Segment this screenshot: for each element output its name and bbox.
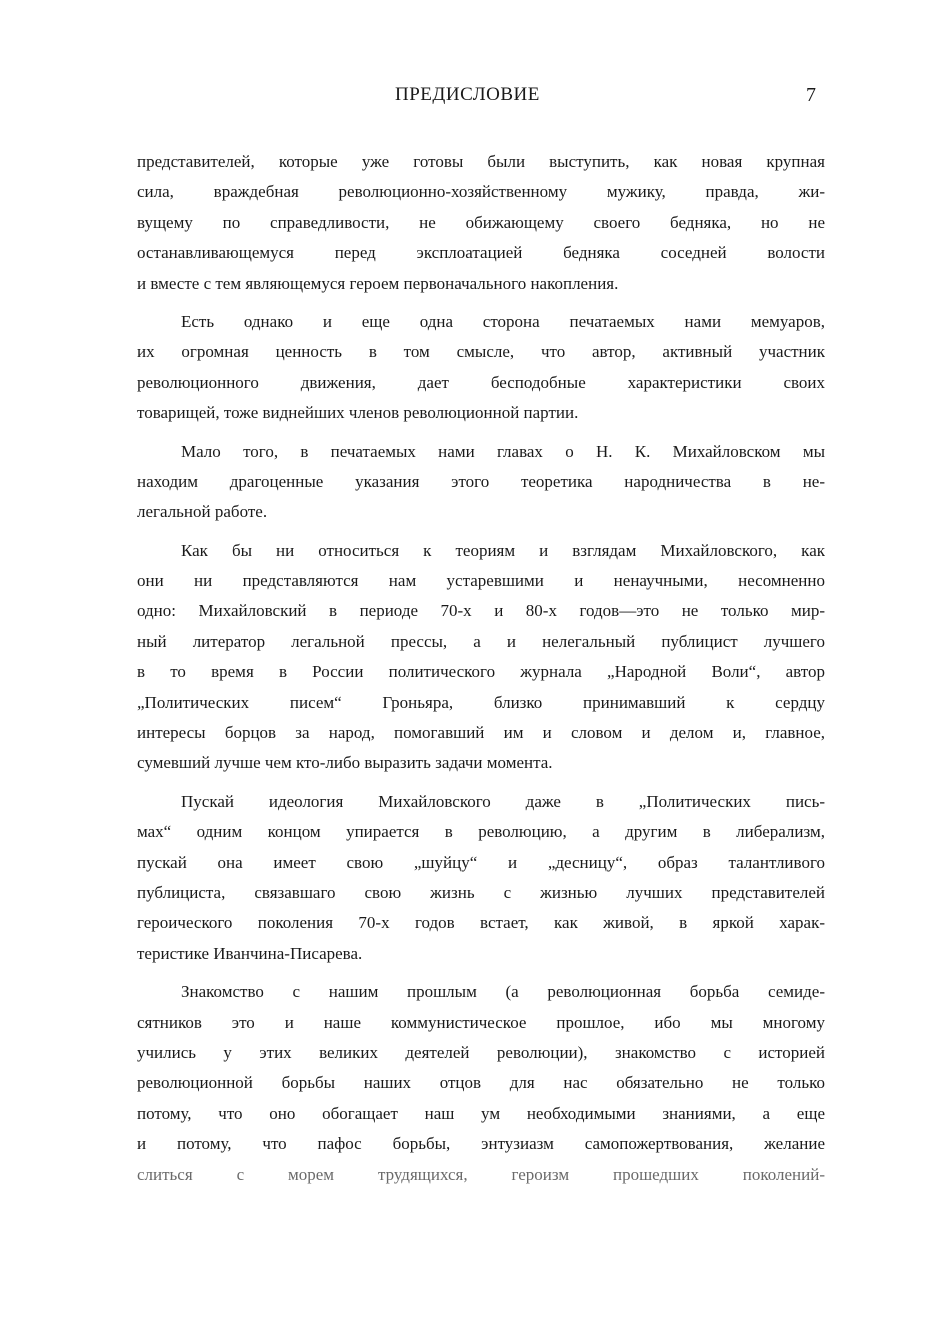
running-title: ПРЕДИСЛОВИЕ [395, 84, 540, 105]
paragraph-5 [137, 787, 825, 969]
text-line: находим драгоценные указания этого теоретика народничества в не- [137, 471, 825, 491]
text-line: публициста, связавшаго свою жизнь с жизнью лучших представителей [137, 882, 825, 902]
text-line: сила, враждебная революционно-хозяйственному мужику, правда, жи- [137, 182, 825, 202]
text-line: вущему по справедливости, не обижающему своего бедняка, но не [137, 212, 825, 232]
text-line: сятников это и наше коммунистическое прошлое, ибо мы многому [137, 1012, 825, 1032]
page-number: 7 [806, 84, 816, 106]
text-line: мах“ одним концом упирается в революцию, а другим в либерализм, [137, 822, 825, 842]
body-text [137, 147, 825, 1190]
text-line: их огромная ценность в том смысле, что автор, активный участник [137, 342, 825, 362]
paragraph-6 [137, 977, 825, 1190]
text-line: ный литератор легальной прессы, а и нелегальный публицист лучшего [137, 631, 825, 651]
text-line: Пускай идеология Михайловского даже в „Политических пись- [181, 791, 825, 811]
text-line: революционной борьбы наших отцов для нас обязательно не только [137, 1073, 825, 1093]
text-line: Мало того, в печатаемых нами главах о Н. К. Михайловском мы [181, 441, 825, 461]
text-line: „Политических писем“ Гроньяра, близко принимавший к сердцу [137, 692, 825, 712]
text-line: потому, что оно обогащает наш ум необходимыми знаниями, а еще [137, 1103, 825, 1123]
text-line: теристике Иванчина-Писарева. [137, 943, 363, 963]
text-line: Как бы ни относиться к теориям и взглядам Михайловского, как [181, 540, 825, 560]
paragraph-4 [137, 536, 825, 779]
text-line: останавливающемуся перед эксплоатацией бедняка соседней волости [137, 243, 825, 263]
text-line: Знакомство с нашим прошлым (а революционная борьба семиде- [181, 982, 825, 1002]
text-line: слиться с морем трудящихся, героизм прошедших поколений- [137, 1164, 825, 1184]
text-line: интересы борцов за народ, помогавший им и словом и делом и, главное, [137, 723, 825, 743]
text-line: и потому, что пафос борьбы, энтузиазм самопожертвования, желание [137, 1134, 825, 1154]
text-line: Есть однако и еще одна сторона печатаемых нами мемуаров, [181, 311, 825, 331]
text-line: сумевший лучше чем кто-либо выразить задачи момента. [137, 753, 553, 773]
text-line: и вместе с тем являющемуся героем первоначального накопления. [137, 273, 619, 293]
text-line: учились у этих великих деятелей революции), знакомство с историей [137, 1042, 825, 1062]
paragraph-2 [137, 307, 825, 429]
running-head [0, 84, 936, 114]
text-line: в то время в России политического журнала „Народной Воли“, автор [137, 662, 825, 682]
text-line: революционного движения, дает бесподобные характеристики своих [137, 372, 825, 392]
paragraph-3 [137, 437, 825, 528]
text-line: они ни представляются нам устаревшими и ненаучными, несомненно [137, 571, 825, 591]
text-line: представителей, которые уже готовы были выступить, как новая крупная [137, 152, 825, 171]
text-line: легальной работе. [137, 502, 268, 522]
text-line: одно: Михайловский в периоде 70-х и 80-х годов—это не только мир- [137, 601, 825, 621]
text-line: пускай она имеет свою „шуйцу“ и „десницу“, образ талантливого [137, 852, 825, 872]
paragraph-1 [137, 147, 825, 299]
text-line: товарищей, тоже виднейших членов революционной партии. [137, 403, 579, 423]
text-line: героического поколения 70-х годов встает, как живой, в яркой харак- [137, 913, 825, 933]
